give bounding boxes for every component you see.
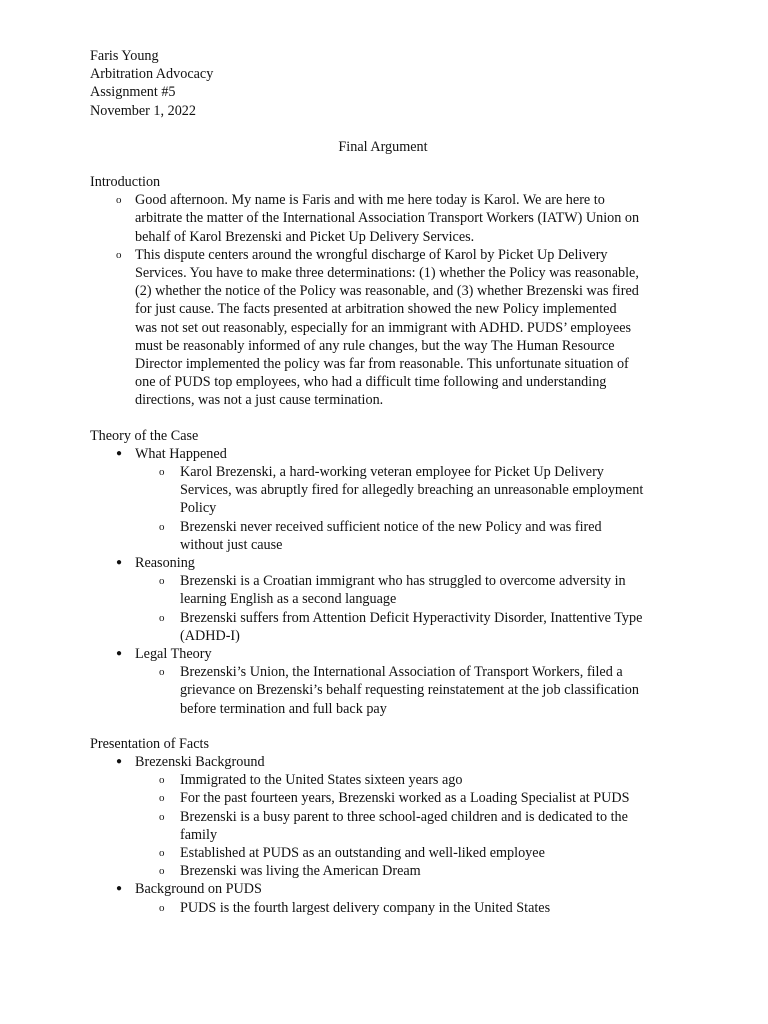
text-line: Reasoning (135, 555, 195, 572)
circle-bullet-icon: o (159, 847, 165, 860)
sub-list-item (159, 844, 690, 862)
sub-list-item (159, 789, 690, 807)
bullet-icon: ● (116, 883, 123, 895)
sub-list-item (159, 808, 690, 844)
text-line: Services. You have to make three determinations: (1) whether the Policy was reasonable, (135, 264, 639, 281)
text-line: Brezenski is a busy parent to three school-aged children and is dedicated to the (180, 808, 628, 825)
sub-list-item (159, 518, 690, 554)
text-line: Immigrated to the United States sixteen years ago (180, 772, 463, 789)
sub-list-item (159, 771, 690, 789)
group-item (116, 645, 690, 663)
sub-list-item (159, 862, 690, 880)
sub-list-item (159, 609, 690, 645)
circle-bullet-icon: o (159, 466, 165, 478)
section-heading: Theory of the Case (90, 427, 199, 444)
course-name: Arbitration Advocacy (90, 66, 214, 83)
text-line: for just cause. The facts presented at arbitration showed the new Policy implemented (135, 301, 617, 318)
circle-bullet-icon: o (159, 520, 165, 533)
bullet-icon: ● (116, 756, 123, 768)
text-line: learning English as a second language (180, 591, 397, 608)
header-block (90, 47, 690, 120)
group-item (116, 880, 690, 898)
text-line: without just cause (180, 536, 283, 553)
text-line: Policy (180, 500, 217, 517)
text-line: grievance on Brezenski’s behalf requesting reinstatement at the job classification (180, 682, 639, 699)
text-line: Services, was abruptly fired for allegedly breaching an unreasonable employment (180, 482, 644, 499)
text-line: Brezenski was living the American Dream (180, 863, 421, 880)
document-date: November 1, 2022 (90, 102, 196, 119)
bullet-icon: ● (116, 447, 123, 459)
text-line: Good afternoon. My name is Faris and with me here today is Karol. We are here to (135, 192, 605, 209)
circle-bullet-icon: o (159, 575, 165, 588)
text-line: must be reasonably informed of any rule changes, but the way The Human Resource (135, 337, 615, 354)
text-line: family (180, 826, 218, 843)
text-line: PUDS is the fourth largest delivery company in the United States (180, 899, 551, 916)
circle-bullet-icon: o (116, 194, 122, 207)
circle-bullet-icon: o (159, 865, 165, 878)
text-line: Brezenski suffers from Attention Deficit Hyperactivity Disorder, Inattentive Type (180, 609, 643, 626)
sub-list-item (159, 899, 690, 917)
circle-bullet-icon: o (116, 248, 122, 261)
list-item (116, 246, 690, 410)
text-line: Legal Theory (135, 646, 212, 663)
sub-list-item (159, 572, 690, 608)
circle-bullet-icon: o (159, 810, 165, 823)
text-line: What Happened (135, 445, 227, 462)
text-line: before termination and full back pay (180, 700, 387, 717)
circle-bullet-icon: o (159, 774, 165, 787)
text-line: Karol Brezenski, a hard-working veteran employee for Picket Up Delivery (180, 464, 604, 480)
text-line: arbitrate the matter of the International Association Transport Workers (IATW) Union on (135, 210, 640, 227)
circle-bullet-icon: o (159, 901, 165, 914)
text-line: Brezenski is a Croatian immigrant who has struggled to overcome adversity in (180, 573, 626, 590)
sub-list-item (159, 663, 690, 718)
document-page (90, 47, 690, 917)
theory-section (90, 427, 690, 718)
text-line: behalf of Karol Brezenski and Picket Up Delivery Services. (135, 228, 475, 245)
text-line: Brezenski’s Union, the International Association of Transport Workers, filed a (180, 664, 623, 681)
section-heading: Presentation of Facts (90, 735, 209, 752)
author-name: Faris Young (90, 48, 159, 64)
section-heading: Introduction (90, 173, 161, 190)
introduction-section (90, 173, 690, 410)
document-title: Final Argument (338, 138, 428, 155)
text-line: For the past fourteen years, Brezenski worked as a Loading Specialist at PUDS (180, 790, 630, 807)
list-item (116, 191, 690, 246)
text-line: This dispute centers around the wrongful discharge of Karol by Picket Up Delivery (135, 246, 608, 263)
assignment-number: Assignment #5 (90, 84, 176, 101)
text-line: was not set out reasonably, especially for an immigrant with ADHD. PUDS’ employees (135, 319, 632, 336)
circle-bullet-icon: o (159, 666, 165, 679)
bullet-icon: ● (116, 557, 123, 569)
text-line: Brezenski Background (135, 754, 265, 771)
text-line: Background on PUDS (135, 881, 262, 898)
text-line: one of PUDS top employees, who had a difficult time following and understanding (135, 374, 607, 391)
group-item (116, 445, 690, 463)
bullet-icon: ● (116, 648, 123, 660)
text-line: (ADHD-I) (180, 627, 240, 644)
sub-list-item (159, 463, 690, 518)
facts-section (90, 735, 690, 917)
circle-bullet-icon: o (159, 792, 165, 805)
group-item (116, 753, 690, 771)
circle-bullet-icon: o (159, 611, 165, 624)
text-line: Established at PUDS as an outstanding and well-liked employee (180, 845, 545, 862)
text-line: directions, was not a just cause termination. (135, 392, 384, 409)
group-item (116, 554, 690, 572)
text-line: Director implemented the policy was far from reasonable. This unfortunate situation of (135, 355, 629, 372)
text-line: Brezenski never received sufficient notice of the new Policy and was fired (180, 518, 602, 535)
text-line: (2) whether the notice of the Policy was reasonable, and (3) whether Brezenski was fired (135, 283, 639, 300)
